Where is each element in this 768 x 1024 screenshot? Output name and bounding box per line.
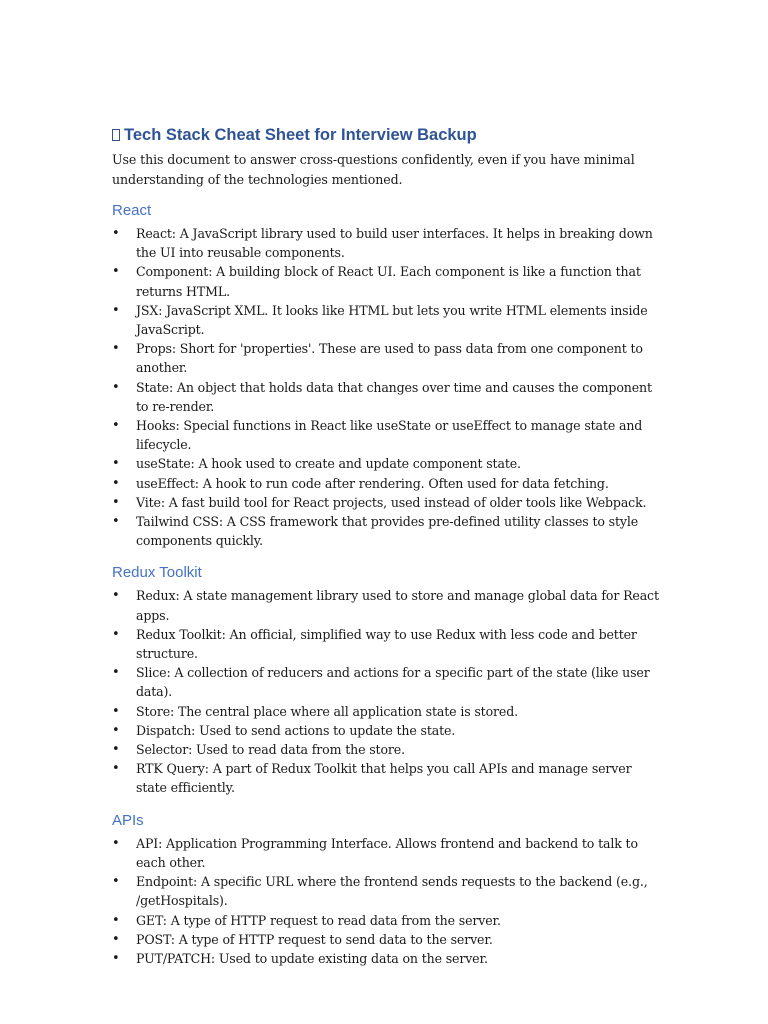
list-item: • JSX: JavaScript XML. It looks like HTML but lets you write HTML elements inside JavaScript. — [112, 301, 662, 339]
section-heading-apis: APIs — [112, 811, 144, 829]
list-item: • Selector: Used to read data from the store. — [112, 740, 662, 759]
list-item: • PUT/PATCH: Used to update existing data on the server. — [112, 949, 662, 968]
list-item: • Props: Short for 'properties'. These are used to pass data from one component to another. — [112, 339, 662, 377]
list-item: • Slice: A collection of reducers and actions for a specific part of the state (like user data). — [112, 663, 662, 701]
bullet-list-apis — [112, 834, 662, 968]
document-title-text: Tech Stack Cheat Sheet for Interview Backup — [124, 126, 477, 144]
list-item: • POST: A type of HTTP request to send data to the server. — [112, 930, 662, 949]
list-item: • Redux Toolkit: An official, simplified way to use Redux with less code and better structure. — [112, 625, 662, 663]
list-item: • Hooks: Special functions in React like useState or useEffect to manage state and lifecycle. — [112, 416, 662, 454]
list-item: • Store: The central place where all application state is stored. — [112, 702, 662, 721]
bullet-list-redux-toolkit — [112, 586, 662, 797]
section-redux-toolkit — [112, 563, 662, 797]
list-item: • Vite: A fast build tool for React projects, used instead of older tools like Webpack. — [112, 493, 662, 512]
list-item: • API: Application Programming Interface. Allows frontend and backend to talk to each other. — [112, 834, 662, 872]
list-item: • Tailwind CSS: A CSS framework that provides pre-defined utility classes to style components quickly. — [112, 512, 662, 550]
bullet-list-react — [112, 224, 662, 550]
document-content — [112, 124, 662, 981]
list-item: • useState: A hook used to create and update component state. — [112, 454, 662, 473]
document-icon — [112, 129, 120, 141]
intro-paragraph: Use this document to answer cross-questions confidently, even if you have minimal understanding of the technologies mentioned. — [112, 152, 635, 187]
list-item: • State: An object that holds data that changes over time and causes the component to re-render. — [112, 378, 662, 416]
list-item: • Dispatch: Used to send actions to update the state. — [112, 721, 662, 740]
section-heading-redux-toolkit: Redux Toolkit — [112, 564, 202, 582]
list-item: • Redux: A state management library used to store and manage global data for React apps. — [112, 586, 662, 624]
section-heading-react: React — [112, 202, 152, 219]
section-react — [112, 201, 662, 550]
list-item: • RTK Query: A part of Redux Toolkit that helps you call APIs and manage server state efficiently. — [112, 759, 662, 797]
list-item: • Endpoint: A specific URL where the frontend sends requests to the backend (e.g., /getHospitals). — [112, 872, 662, 910]
list-item: • Component: A building block of React UI. Each component is like a function that returns HTML. — [112, 262, 662, 300]
document-title — [112, 124, 662, 146]
list-item: • useEffect: A hook to run code after rendering. Often used for data fetching. — [112, 474, 662, 493]
section-apis — [112, 811, 662, 968]
list-item: • React: A JavaScript library used to build user interfaces. It helps in breaking down the UI into reusable components. — [112, 224, 662, 262]
list-item: • GET: A type of HTTP request to read data from the server. — [112, 911, 662, 930]
